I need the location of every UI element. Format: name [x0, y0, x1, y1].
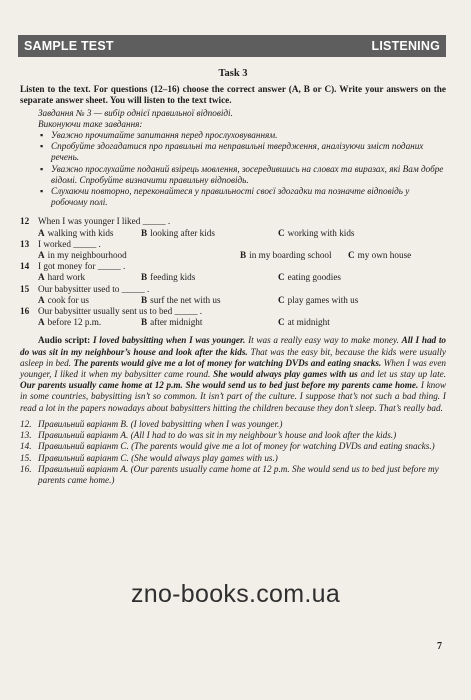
- question-number: 13: [20, 238, 30, 249]
- watermark: zno-books.com.ua: [130, 580, 341, 608]
- option-b: B feeding kids: [141, 272, 196, 283]
- question-number: 12: [20, 216, 30, 227]
- option-b: B after midnight: [141, 317, 203, 328]
- option-b: B looking after kids: [141, 227, 215, 238]
- ua-bullet-list: [38, 130, 446, 208]
- question-list: [20, 216, 446, 328]
- option-c: C my own house: [348, 250, 412, 261]
- answer-key: [20, 419, 446, 486]
- audio-script-label: Audio script:: [38, 335, 91, 346]
- question-stem: Our babysitter used to _____ .: [38, 283, 150, 294]
- answer-item: 14. Правильний варіант C. (The parents would give me a lot of money for watching DVDs and eating snacks.): [20, 441, 435, 452]
- answer-item: 16. Правильний варіант A. (Our parents usually came home at 12 p.m. She would send us to bed just before my parents came home.): [20, 463, 439, 485]
- header-listening: LISTENING: [371, 39, 440, 53]
- ua-subheading: Виконуючи таке завдання:: [38, 118, 143, 129]
- option-a: A before 12 p.m.: [38, 317, 102, 328]
- option-c: C eating goodies: [278, 272, 341, 283]
- task-instruction: Listen to the text. For questions (12–16) choose the correct answer (A, B or C). Write your answers on the separate answer sheet. You will listen to the text twice.: [20, 84, 446, 106]
- question-stem: Our babysitter usually sent us to bed _____ .: [38, 306, 203, 317]
- option-b: B surf the net with us: [141, 294, 221, 305]
- ua-heading: Завдання № 3 — вибір однієї правильної відповіді.: [38, 107, 233, 118]
- option-a: A cook for us: [38, 294, 89, 305]
- option-c: C at midnight: [278, 317, 330, 328]
- question-13: [20, 239, 446, 261]
- question-15: [20, 284, 446, 306]
- answer-item: 15. Правильний варіант C. (She would always play games with us.): [20, 452, 278, 463]
- page-content: [20, 68, 446, 486]
- question-stem: When I was younger I liked _____ .: [38, 216, 171, 227]
- option-c: C working with kids: [278, 227, 355, 238]
- ua-bullet: ▪ Уважно прочитайте запитання перед прослуховуванням.: [51, 130, 446, 141]
- page-number: 7: [437, 641, 442, 652]
- option-c: C play games with us: [278, 294, 359, 305]
- question-14: [20, 261, 446, 283]
- question-12: [20, 216, 446, 238]
- answer-item: 12. Правильний варіант B. (I loved babysitting when I was younger.): [20, 418, 283, 429]
- option-a: A in my neighbourhood: [38, 250, 127, 261]
- option-b: B in my boarding school: [240, 250, 332, 261]
- ua-bullet: ▪ Спробуйте здогадатися про правильні та неправильні твердження, аналізуючи зміст поданих речень.: [51, 141, 446, 163]
- task-title: Task 3: [218, 68, 248, 79]
- question-stem: I worked _____ .: [38, 238, 101, 249]
- question-number: 15: [20, 283, 30, 294]
- section-header: [18, 35, 446, 57]
- answer-item: 13. Правильний варіант A. (All I had to do was sit in my neighbour’s house and look after the kids.): [20, 430, 397, 441]
- question-number: 14: [20, 261, 30, 272]
- question-number: 16: [20, 306, 30, 317]
- header-sample-test: SAMPLE TEST: [24, 39, 114, 53]
- question-16: [20, 306, 446, 328]
- audio-script: Audio script: I loved babysitting when I was younger. It was a really easy way to make money. All I had to do was sit in my neighbour’s house and look after the kids. That was the easy bit, because the kids were usually asleep in bed. The parents would give me a lot of money for watching DVDs and eating snacks. When I was even younger, I liked it when my babysitter came round. She would always play games with us and let us stay up late. Our parents usually came home at 12 p.m. She would send us to bed just before my parents came home. I know in some countries, babysitting isn’t so common. It isn’t part of the culture. I suppose that’s not such a bad thing. I read a lot in the papers nowadays about babysitters hitting the children because they don’t sleep. That’s really bad.: [20, 335, 447, 413]
- option-a: A walking with kids: [38, 227, 114, 238]
- ua-bullet: ▪ Слухаючи повторно, переконайтеся у правильності своєї здогадки та позначте відповідь у робочому полі.: [51, 186, 446, 208]
- ua-guidance: [20, 108, 446, 209]
- option-a: A hard work: [38, 272, 86, 283]
- ua-bullet: ▪ Уважно прослухайте поданий взірець мовлення, зосередившись на словах та виразах, які Вам добре відомі. Спробуйте визначити правильну відповідь.: [51, 164, 446, 186]
- question-stem: I got money for _____ .: [38, 261, 126, 272]
